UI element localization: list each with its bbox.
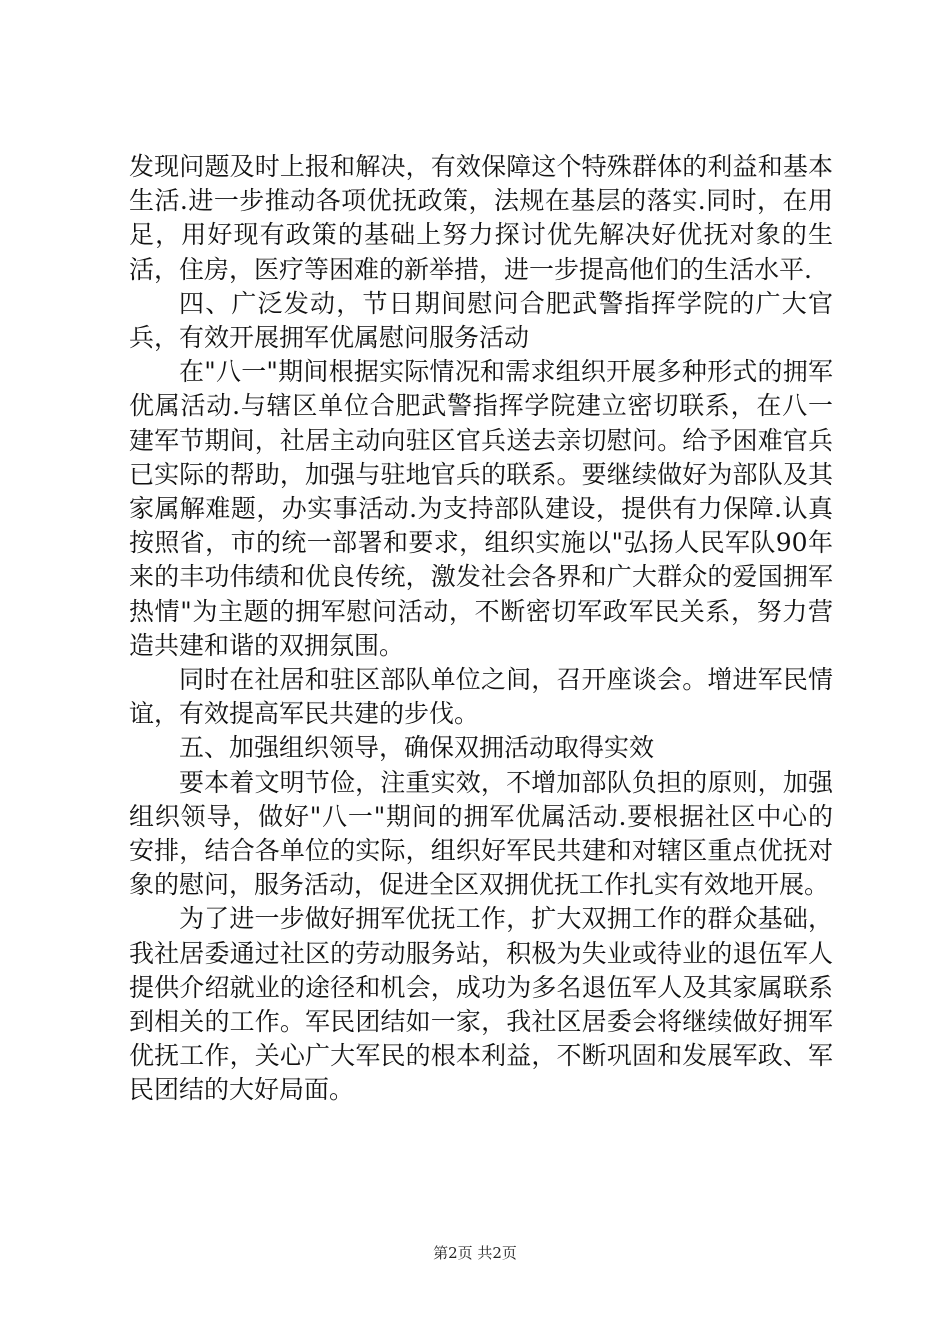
- paragraph-organization: 要本着文明节俭，注重实效，不增加部队负担的原则，加强组织领导，做好"八一"期间的拥军优属活动.要根据社区中心的安排，结合各单位的实际，组织好军民共建和对辖区重点优抚对象的慰问，服务活动，促进全区双拥优抚工作扎实有效地开展。: [129, 767, 833, 900]
- section-heading-4: 四、广泛发动，节日期间慰问合肥武警指挥学院的广大官兵，有效开展拥军优属慰问服务活动: [129, 288, 833, 353]
- paragraph-continuation: 发现问题及时上报和解决，有效保障这个特殊群体的利益和基本生活.进一步推动各项优抚政策，法规在基层的落实.同时，在用足，用好现有政策的基础上努力探讨优先解决好优抚对象的生活，住房，医疗等困难的新举措，进一步提高他们的生活水平.: [129, 152, 833, 284]
- page-number-footer: 第2页 共2页: [433, 1244, 517, 1262]
- document-body: [129, 150, 833, 1108]
- paragraph-symposium: 同时在社居和驻区部队单位之间，召开座谈会。增进军民情谊，有效提高军民共建的步伐。: [129, 665, 833, 729]
- paragraph-employment: 为了进一步做好拥军优抚工作，扩大双拥工作的群众基础，我社居委通过社区的劳动服务站，积极为失业或待业的退伍军人提供介绍就业的途径和机会，成功为多名退伍军人及其家属联系到相关的工作。军民团结如一家，我社区居委会将继续做好拥军优抚工作，关心广大军民的根本利益，不断巩固和发展军政、军民团结的大好局面。: [129, 904, 833, 1105]
- section-heading-5: 五、加强组织领导，确保双拥活动取得实效: [179, 733, 655, 763]
- paragraph-bayi-activities: 在"八一"期间根据实际情况和需求组织开展多种形式的拥军优属活动.与辖区单位合肥武警指挥学院建立密切联系，在八一建军节期间，社居主动向驻区官兵送去亲切慰问。给予困难官兵已实际的帮助，加强与驻地官兵的联系。要继续做好为部队及其家属解难题，办实事活动.为支持部队建设，提供有力保障.认真按照省，市的统一部署和要求，组织实施以"弘扬人民军队90年来的丰功伟绩和优良传统，激发社会各界和广大群众的爱国拥军热情"为主题的拥军慰问活动，不断密切军政军民关系，努力营造共建和谐的双拥氛围。: [129, 357, 833, 660]
